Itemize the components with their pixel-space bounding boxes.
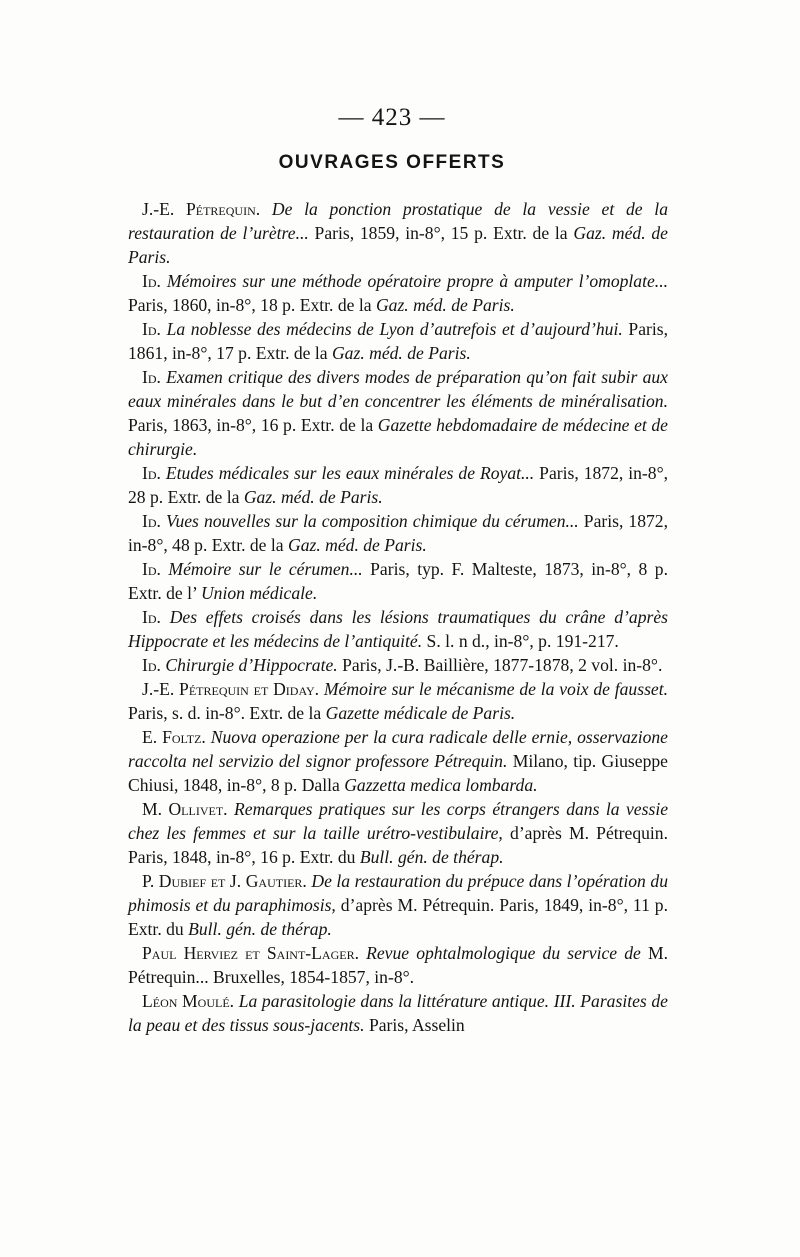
entry-title: Des effets croisés dans les lésions traumatiques du crâne d’après Hippocrate et les médecins de l’antiquité. bbox=[128, 607, 668, 651]
bibliography-entry bbox=[128, 797, 668, 869]
entry-author: Id. bbox=[142, 463, 161, 483]
entry-details: M. Pétrequin... Bruxelles, 1854-1857, in-8°. bbox=[128, 943, 668, 987]
entry-author: Id. bbox=[142, 319, 161, 339]
entry-details: Paris, J.-B. Baillière, 1877-1878, 2 vol. in-8°. bbox=[342, 655, 663, 675]
bibliography-entry bbox=[128, 989, 668, 1037]
entry-title: Etudes médicales sur les eaux minérales de Royat... bbox=[165, 463, 535, 483]
bibliography-entry bbox=[128, 197, 668, 269]
bibliography-entry bbox=[128, 317, 668, 365]
entry-title: De la ponction prostatique de la vessie et de la restauration de l’urètre... bbox=[128, 199, 668, 243]
entry-title: Examen critique des divers modes de préparation qu’on fait subir aux eaux minérales dans le but d’en concentrer les éléments de minéralisation. bbox=[128, 367, 668, 411]
bibliography-entry bbox=[128, 509, 668, 557]
entry-details: Paris, 1872, in-8°, 48 p. Extr. de la bbox=[128, 511, 669, 555]
entry-source: Gazette médicale de Paris. bbox=[325, 703, 516, 723]
entry-author: Id. bbox=[142, 607, 161, 627]
bibliography-entry bbox=[128, 725, 668, 797]
entry-source: Gaz. méd. de Paris. bbox=[375, 295, 515, 315]
section-title: OUVRAGES OFFERTS bbox=[278, 152, 506, 173]
entry-source: Union médicale. bbox=[200, 583, 318, 603]
bibliography-list bbox=[128, 197, 668, 1037]
bibliography-entry bbox=[128, 869, 668, 941]
entry-details: Paris, Asselin bbox=[368, 1015, 465, 1035]
bibliography-entry bbox=[128, 557, 668, 605]
entry-details: Milano, tip. Giuseppe Chiusi, 1848, in-8°, 8 p. Dalla bbox=[128, 751, 668, 795]
entry-source: Gazzetta medica lombarda. bbox=[344, 775, 538, 795]
entry-title: De la restauration du prépuce dans l’opération du phimosis et du paraphimosis, bbox=[128, 871, 668, 915]
entry-author: E. Foltz. bbox=[142, 727, 206, 747]
bibliography-entry bbox=[128, 941, 668, 989]
bibliography-entry bbox=[128, 677, 668, 725]
entry-author: Id. bbox=[142, 271, 161, 291]
entry-source: Gaz. méd. de Paris. bbox=[331, 343, 471, 363]
entry-source: Gaz. méd. de Paris. bbox=[287, 535, 427, 555]
entry-title: Vues nouvelles sur la composition chimique du cérumen... bbox=[166, 511, 579, 531]
entry-author: J.-E. Pétrequin et Diday. bbox=[142, 679, 320, 699]
entry-title: Chirurgie d’Hippocrate. bbox=[165, 655, 338, 675]
entry-details: Paris, 1863, in-8°, 16 p. Extr. de la bbox=[128, 415, 374, 435]
page-number: — 423 — bbox=[338, 104, 446, 131]
entry-title: Revue ophtalmologique du service de bbox=[366, 943, 641, 963]
entry-source: Bull. gén. de thérap. bbox=[188, 919, 332, 939]
entry-details: Paris, 1872, in-8°, 28 p. Extr. de la bbox=[128, 463, 669, 507]
entry-details: Paris, 1860, in-8°, 18 p. Extr. de la bbox=[128, 295, 372, 315]
bibliography-entry bbox=[128, 269, 668, 317]
entry-details: S. l. n d., in-8°, p. 191-217. bbox=[426, 631, 619, 651]
entry-title: Mémoires sur une méthode opératoire propre à amputer l’omoplate... bbox=[166, 271, 668, 291]
entry-author: Id. bbox=[142, 559, 161, 579]
entry-title: Nuova operazione per la cura radicale delle ernie, osservazione raccolta nel servizio del signor professore Pétrequin. bbox=[128, 727, 668, 771]
entry-author: Léon Moulé. bbox=[142, 991, 235, 1011]
entry-details: Paris, s. d. in-8°. Extr. de la bbox=[128, 703, 322, 723]
entry-author: Id. bbox=[142, 511, 161, 531]
entry-details: Paris, 1861, in-8°, 17 p. Extr. de la bbox=[128, 319, 668, 363]
bibliography-entry bbox=[128, 461, 668, 509]
entry-source: Gazette hebdomadaire de médecine et de chirurgie. bbox=[128, 415, 668, 459]
entry-source: Gaz. méd. de Paris. bbox=[243, 487, 383, 507]
entry-title: Remarques pratiques sur les corps étrangers dans la vessie chez les femmes et sur la taille urétro-vestibulaire, bbox=[128, 799, 669, 843]
entry-title: La parasitologie dans la littérature antique. III. Parasites de la peau et des tissus sous-jacents. bbox=[128, 991, 668, 1035]
entry-details: d’après M. Pétrequin. Paris, 1849, in-8°, 11 p. Extr. du bbox=[128, 895, 668, 939]
entry-details: Paris, typ. F. Malteste, 1873, in-8°, 8 p. Extr. de l’ bbox=[128, 559, 669, 603]
entry-author: M. Ollivet. bbox=[142, 799, 228, 819]
entry-author: J.-E. Pétrequin. bbox=[142, 199, 261, 219]
entry-author: P. Dubief et J. Gautier. bbox=[142, 871, 307, 891]
entry-title: Mémoire sur le mécanisme de la voix de fausset. bbox=[323, 679, 669, 699]
bibliography-entry bbox=[128, 605, 668, 653]
entry-author: Paul Herviez et Saint-Lager. bbox=[142, 943, 359, 963]
bibliography-entry bbox=[128, 365, 668, 461]
entry-title: La noblesse des médecins de Lyon d’autrefois et d’aujourd’hui. bbox=[166, 319, 623, 339]
entry-source: Bull. gén. de thérap. bbox=[359, 847, 504, 867]
entry-title: Mémoire sur le cérumen... bbox=[168, 559, 363, 579]
bibliography-entry bbox=[128, 653, 668, 677]
entry-source: Gaz. méd. de Paris. bbox=[128, 223, 668, 267]
entry-details: Paris, 1859, in-8°, 15 p. Extr. de la bbox=[314, 223, 568, 243]
entry-author: Id. bbox=[142, 367, 161, 387]
entry-details: d’après M. Pétrequin. Paris, 1848, in-8°, 16 p. Extr. du bbox=[128, 823, 669, 867]
entry-author: Id. bbox=[142, 655, 161, 675]
